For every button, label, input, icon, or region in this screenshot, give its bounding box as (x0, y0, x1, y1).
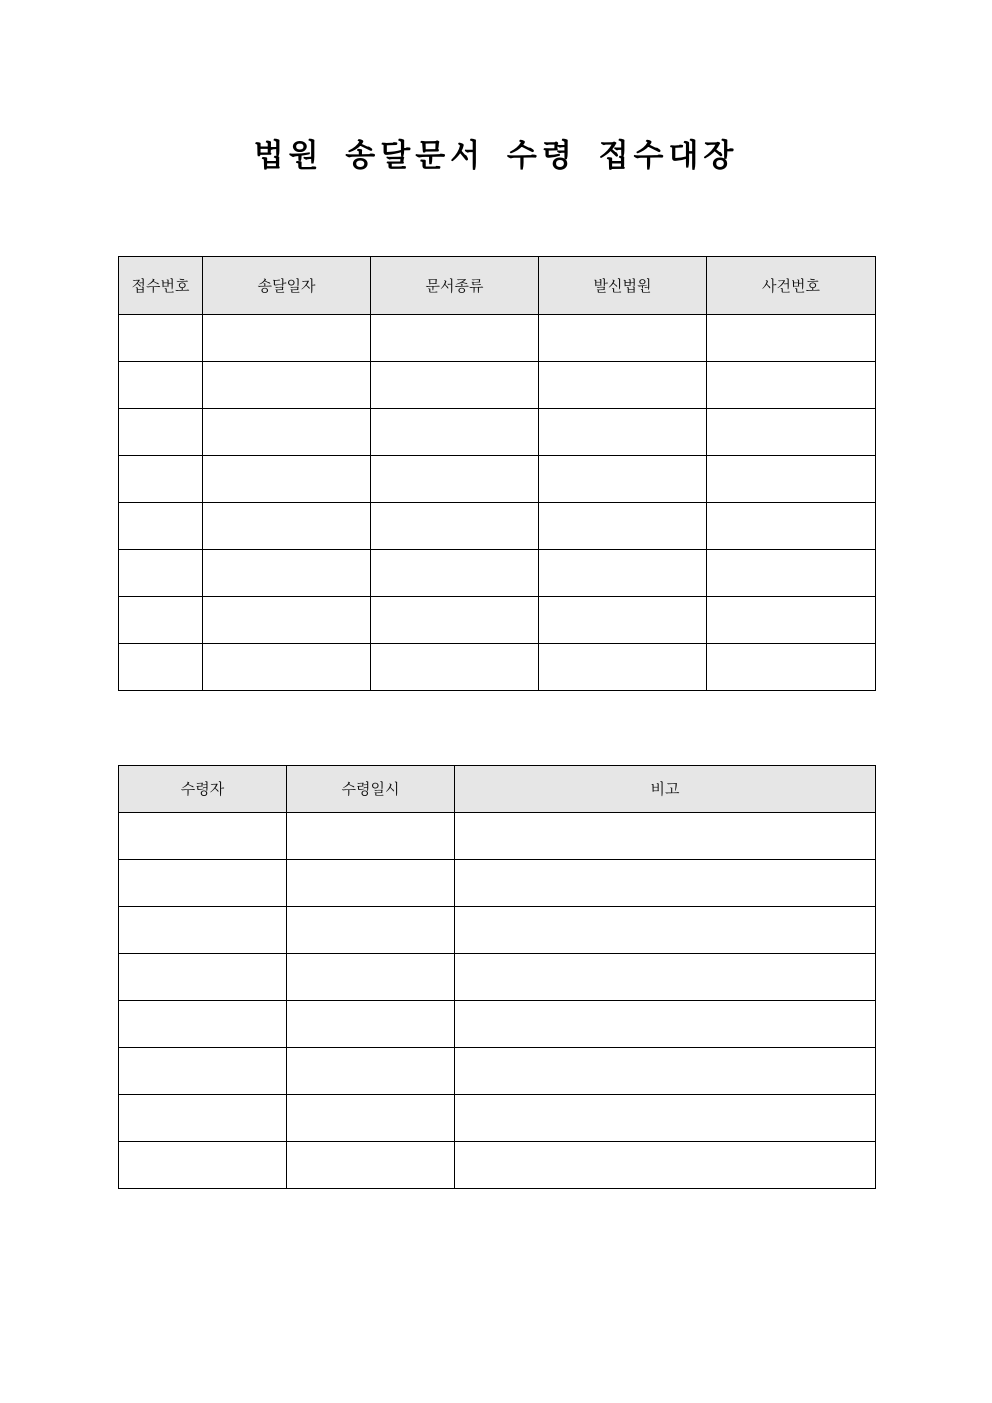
table-cell[interactable] (287, 1095, 455, 1142)
table-cell[interactable] (287, 1048, 455, 1095)
header-receipt-number: 접수번호 (119, 257, 203, 315)
header-case-number: 사건번호 (707, 257, 876, 315)
table-cell[interactable] (371, 456, 539, 503)
table-cell[interactable] (539, 644, 707, 691)
table-row (119, 1048, 876, 1095)
table-cell[interactable] (203, 550, 371, 597)
table-cell[interactable] (287, 954, 455, 1001)
table-cell[interactable] (371, 315, 539, 362)
table-cell[interactable] (707, 644, 876, 691)
table-cell[interactable] (371, 362, 539, 409)
table-cell[interactable] (119, 813, 287, 860)
table-cell[interactable] (287, 813, 455, 860)
table-cell[interactable] (287, 860, 455, 907)
table-cell[interactable] (707, 315, 876, 362)
table-cell[interactable] (119, 597, 203, 644)
table-cell[interactable] (287, 907, 455, 954)
header-remarks: 비고 (455, 766, 876, 813)
table-row (119, 644, 876, 691)
table-cell[interactable] (203, 456, 371, 503)
table-row (119, 907, 876, 954)
table-cell[interactable] (119, 860, 287, 907)
table-cell[interactable] (539, 315, 707, 362)
table-cell[interactable] (455, 1095, 876, 1142)
table-cell[interactable] (455, 813, 876, 860)
table-cell[interactable] (119, 954, 287, 1001)
table-cell[interactable] (455, 954, 876, 1001)
table-cell[interactable] (203, 503, 371, 550)
recipient-table-header (119, 766, 876, 813)
header-delivery-date: 송달일자 (203, 257, 371, 315)
table-cell[interactable] (455, 1048, 876, 1095)
header-issuing-court: 발신법원 (539, 257, 707, 315)
table-cell[interactable] (707, 550, 876, 597)
table-cell[interactable] (203, 315, 371, 362)
table-row (119, 362, 876, 409)
table-row (119, 1095, 876, 1142)
table-cell[interactable] (371, 550, 539, 597)
table-cell[interactable] (455, 1142, 876, 1189)
table-row (119, 1001, 876, 1048)
table-cell[interactable] (371, 409, 539, 456)
table-cell[interactable] (287, 1001, 455, 1048)
table-cell[interactable] (119, 503, 203, 550)
table-cell[interactable] (119, 550, 203, 597)
table-cell[interactable] (707, 362, 876, 409)
table-cell[interactable] (203, 597, 371, 644)
recipient-table (118, 765, 876, 1189)
header-document-type: 문서종류 (371, 257, 539, 315)
table-cell[interactable] (455, 1001, 876, 1048)
header-recipient: 수령자 (119, 766, 287, 813)
table-row (119, 813, 876, 860)
table-cell[interactable] (119, 1048, 287, 1095)
table-cell[interactable] (119, 315, 203, 362)
table-cell[interactable] (203, 409, 371, 456)
table-row (119, 954, 876, 1001)
table-row (119, 860, 876, 907)
table-cell[interactable] (539, 456, 707, 503)
table-cell[interactable] (707, 409, 876, 456)
table-cell[interactable] (707, 597, 876, 644)
table-cell[interactable] (119, 1001, 287, 1048)
table-row (119, 503, 876, 550)
table-cell[interactable] (371, 644, 539, 691)
table-row (119, 315, 876, 362)
table-cell[interactable] (119, 456, 203, 503)
table-cell[interactable] (119, 644, 203, 691)
table-cell[interactable] (119, 409, 203, 456)
table-cell[interactable] (119, 362, 203, 409)
table-cell[interactable] (539, 503, 707, 550)
table-cell[interactable] (287, 1142, 455, 1189)
receipt-table-header (119, 257, 876, 315)
table-cell[interactable] (371, 597, 539, 644)
table-cell[interactable] (119, 1095, 287, 1142)
table-cell[interactable] (455, 860, 876, 907)
table-cell[interactable] (539, 597, 707, 644)
table-row (119, 550, 876, 597)
table-cell[interactable] (203, 362, 371, 409)
table-cell[interactable] (371, 503, 539, 550)
table-row (119, 597, 876, 644)
table-cell[interactable] (203, 644, 371, 691)
document-title: 법원 송달문서 수령 접수대장 (253, 138, 739, 174)
table-cell[interactable] (539, 362, 707, 409)
table-cell[interactable] (707, 503, 876, 550)
table-cell[interactable] (539, 550, 707, 597)
table-row (119, 409, 876, 456)
table-row (119, 456, 876, 503)
receipt-table (118, 256, 876, 691)
table-cell[interactable] (119, 907, 287, 954)
table-cell[interactable] (707, 456, 876, 503)
table-row (119, 1142, 876, 1189)
table-cell[interactable] (119, 1142, 287, 1189)
header-receipt-datetime: 수령일시 (287, 766, 455, 813)
table-cell[interactable] (539, 409, 707, 456)
table-cell[interactable] (455, 907, 876, 954)
